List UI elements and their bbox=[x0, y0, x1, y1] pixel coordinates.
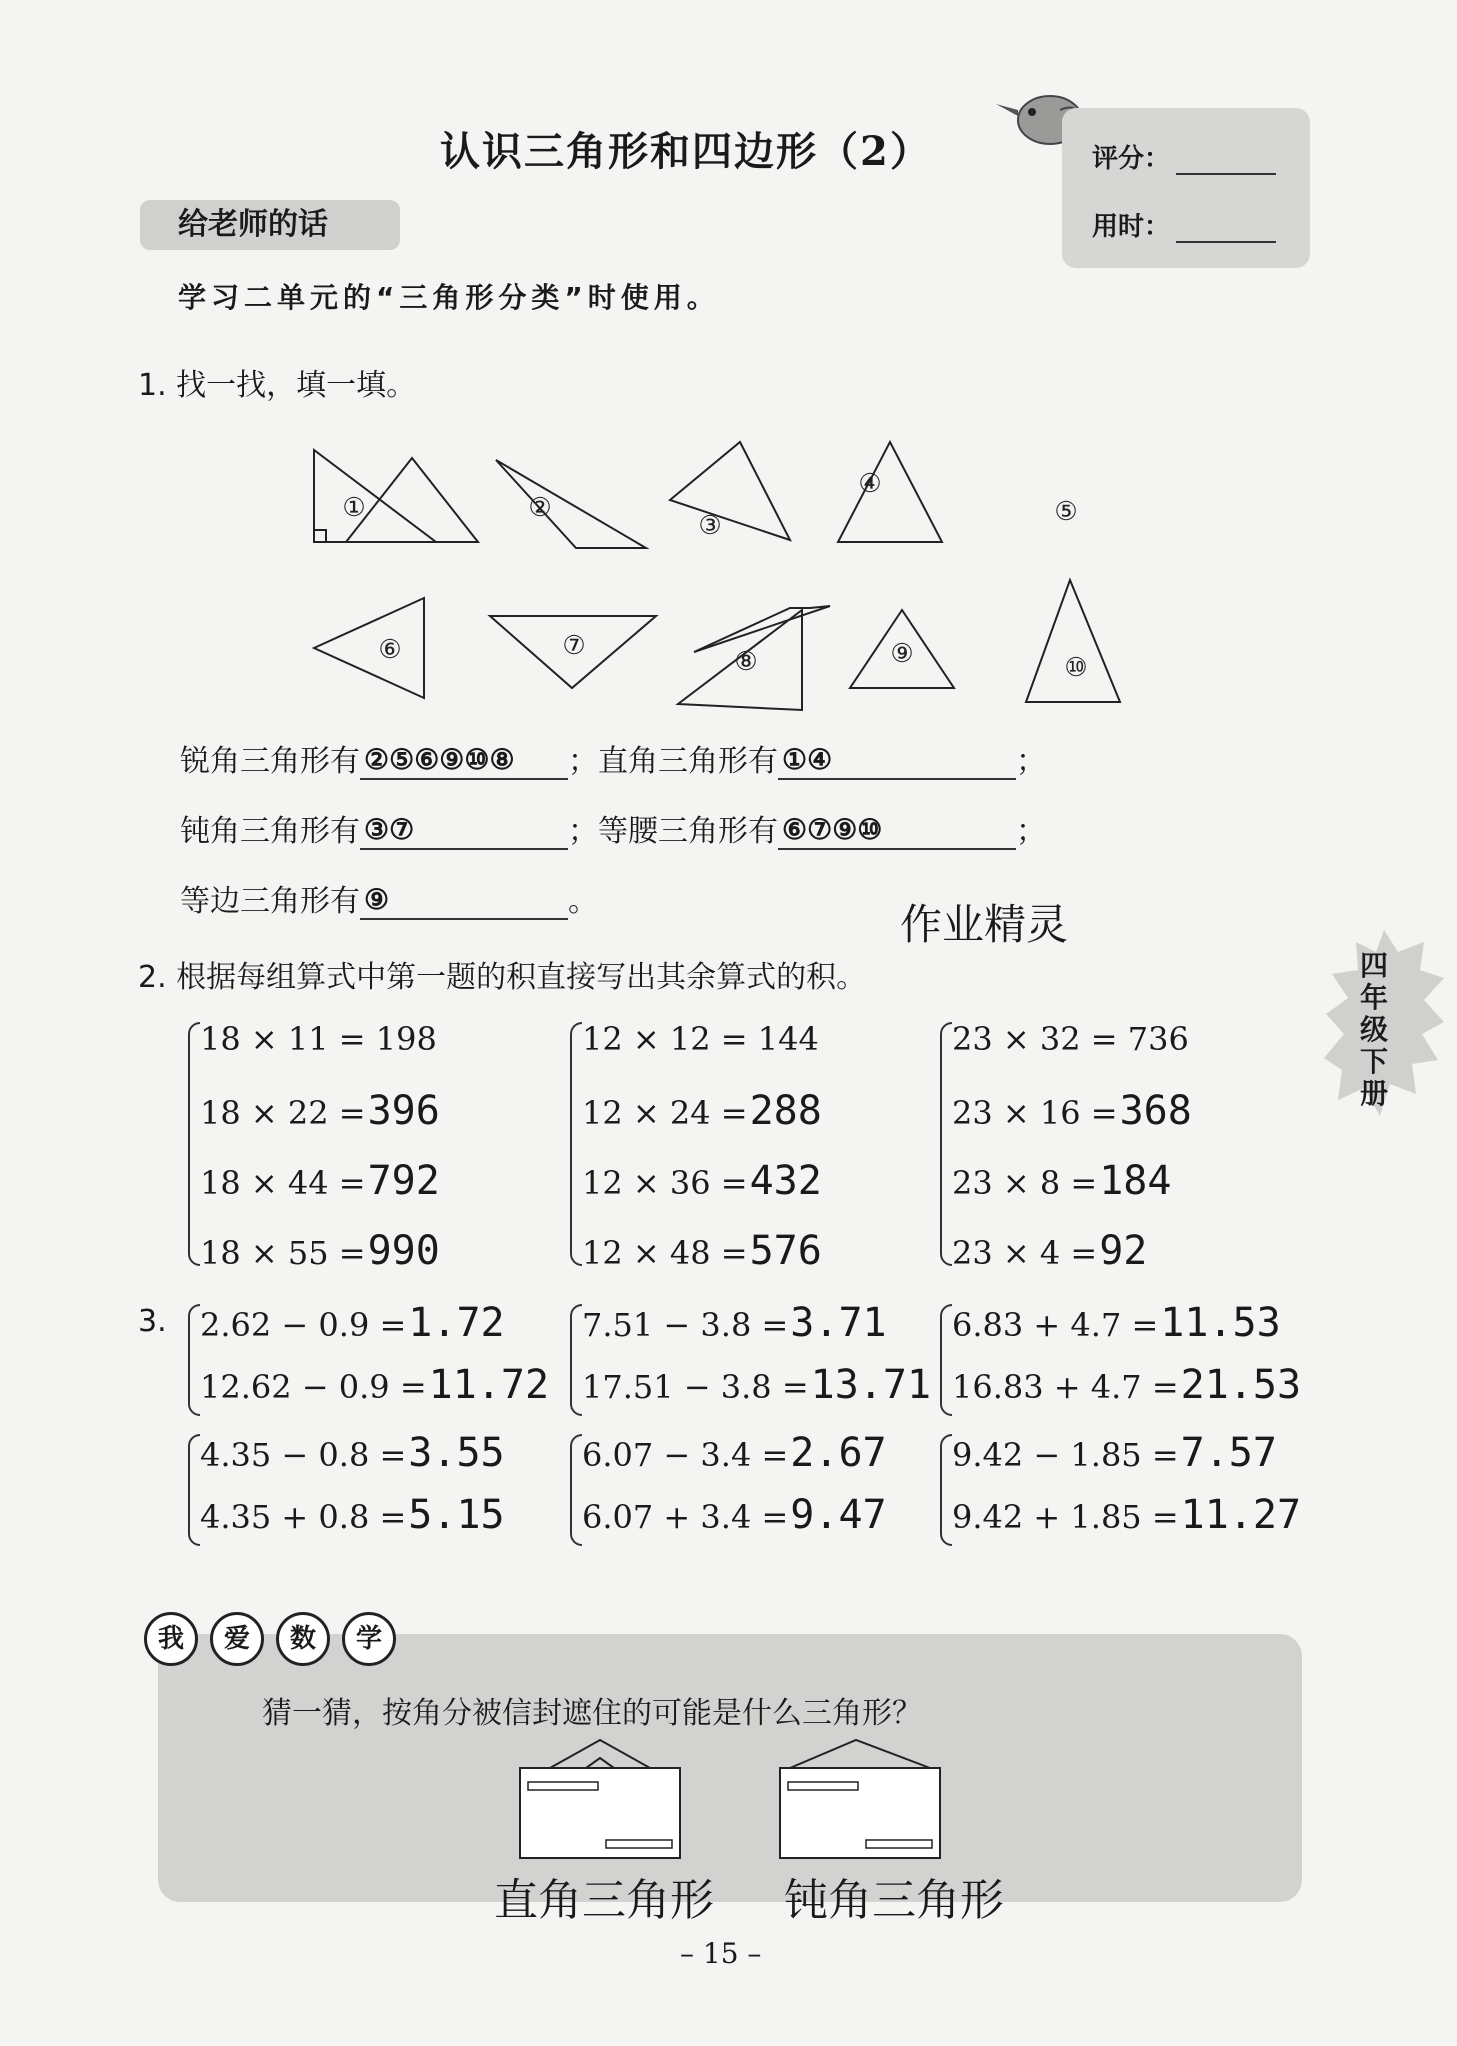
love-math-char: 数 bbox=[276, 1612, 330, 1666]
page-title: 认识三角形和四边形（2） bbox=[440, 128, 932, 175]
side-tab-label: 四年级下册 bbox=[1359, 949, 1388, 1110]
q2-answer[interactable]: 396 bbox=[367, 1088, 440, 1134]
acute-row: 锐角三角形有 ②⑤⑥⑨⑩⑧ ；直角三角形有 ①④ ； bbox=[180, 744, 1046, 779]
q3-eq: 2.62 − 0.9 =1.72 bbox=[200, 1300, 505, 1346]
q2-answer[interactable]: 432 bbox=[749, 1158, 822, 1204]
envelope-right-icon bbox=[770, 1730, 950, 1866]
q2-answer[interactable]: 990 bbox=[367, 1228, 440, 1274]
triangle-2 bbox=[346, 458, 478, 542]
q2-eq: 23 × 16 =368 bbox=[952, 1088, 1192, 1134]
q2-eq: 23 × 32 = 736 bbox=[952, 1020, 1189, 1058]
score-panel bbox=[1062, 108, 1310, 268]
q2-eq: 18 × 55 =990 bbox=[200, 1228, 440, 1274]
tri-label-7: ⑦ bbox=[562, 631, 586, 661]
q3-eq: 4.35 + 0.8 =5.15 bbox=[200, 1492, 505, 1538]
q2-eq: 12 × 48 =576 bbox=[582, 1228, 822, 1274]
teacher-note-text: 学习二单元的“三角形分类”时使用。 bbox=[178, 281, 720, 314]
love-math-char: 学 bbox=[342, 1612, 396, 1666]
triangle-6 bbox=[314, 598, 424, 698]
q3-answer[interactable]: 3.55 bbox=[408, 1430, 505, 1476]
q2-group-1 bbox=[188, 1020, 508, 1274]
triangles-figure bbox=[290, 430, 1150, 720]
acute-answer[interactable]: ②⑤⑥⑨⑩⑧ bbox=[360, 743, 568, 780]
q2-eq: 12 × 36 =432 bbox=[582, 1158, 822, 1204]
tri-label-5: ⑤ bbox=[1054, 497, 1078, 527]
obtuse-answer[interactable]: ③⑦ bbox=[360, 813, 568, 850]
q3-label: 3. bbox=[138, 1304, 167, 1339]
q3-eq: 6.07 − 3.4 =2.67 bbox=[582, 1430, 887, 1476]
q2-eq: 12 × 12 = 144 bbox=[582, 1020, 819, 1058]
tri-label-3: ③ bbox=[698, 511, 722, 541]
obtuse-row: 钝角三角形有 ③⑦ ；等腰三角形有 ⑥⑦⑨⑩ ； bbox=[180, 814, 1046, 849]
q3-answer[interactable]: 1.72 bbox=[408, 1300, 505, 1346]
q2-eq: 18 × 44 =792 bbox=[200, 1158, 440, 1204]
triangle-4 bbox=[670, 442, 790, 540]
q3-answer[interactable]: 7.57 bbox=[1180, 1430, 1277, 1476]
teacher-note-tag: 给老师的话 bbox=[140, 200, 400, 250]
q3-answer[interactable]: 11.53 bbox=[1160, 1300, 1281, 1346]
q3-eq: 9.42 + 1.85 =11.27 bbox=[952, 1492, 1302, 1538]
q3-group bbox=[570, 1300, 932, 1430]
q3-eq: 4.35 − 0.8 =3.55 bbox=[200, 1430, 505, 1476]
love-math-prompt: 猜一猜，按角分被信封遮住的可能是什么三角形？ bbox=[262, 1696, 922, 1731]
q2-answer[interactable]: 792 bbox=[367, 1158, 440, 1204]
q3-group bbox=[188, 1300, 550, 1430]
equilateral-answer[interactable]: ⑨ bbox=[360, 883, 568, 920]
q3-group bbox=[940, 1430, 1302, 1560]
q3-answer[interactable]: 2.67 bbox=[790, 1430, 887, 1476]
handwritten-note: 作业精灵 bbox=[900, 900, 1069, 949]
q3-answer[interactable]: 11.72 bbox=[428, 1362, 550, 1408]
q2-answer[interactable]: 368 bbox=[1119, 1088, 1192, 1134]
tri-label-9: ⑨ bbox=[890, 639, 914, 669]
q2-eq: 23 × 4 =92 bbox=[952, 1228, 1148, 1274]
equilateral-row: 等边三角形有 ⑨ 。 bbox=[180, 884, 598, 919]
q2-answer[interactable]: 576 bbox=[749, 1228, 822, 1274]
q3-eq: 6.07 + 3.4 =9.47 bbox=[582, 1492, 887, 1538]
q2-eq: 18 × 11 = 198 bbox=[200, 1020, 437, 1058]
q2-answer[interactable]: 288 bbox=[749, 1088, 822, 1134]
triangle-3 bbox=[496, 460, 646, 548]
tri-label-2: ② bbox=[528, 493, 552, 523]
q3-answer[interactable]: 3.71 bbox=[790, 1300, 887, 1346]
q3-answer[interactable]: 21.53 bbox=[1180, 1362, 1302, 1408]
love-math-char: 我 bbox=[144, 1612, 198, 1666]
triangle-10 bbox=[1026, 580, 1120, 702]
time-field[interactable]: 用时： bbox=[1092, 206, 1276, 243]
q1-prompt: 1. 找一找，填一填。 bbox=[138, 368, 417, 403]
q3-group bbox=[940, 1300, 1302, 1430]
tri-label-8: ⑧ bbox=[734, 647, 758, 677]
page-number: – 15 – bbox=[680, 1937, 762, 1970]
q2-eq: 18 × 22 =396 bbox=[200, 1088, 440, 1134]
tri-label-6: ⑥ bbox=[378, 635, 402, 665]
triangle-5 bbox=[838, 442, 942, 542]
q2-group-2 bbox=[570, 1020, 890, 1274]
q3-answer[interactable]: 5.15 bbox=[408, 1492, 505, 1538]
isosceles-answer[interactable]: ⑥⑦⑨⑩ bbox=[778, 813, 1016, 850]
q3-eq: 12.62 − 0.9 =11.72 bbox=[200, 1362, 550, 1408]
q2-answer[interactable]: 184 bbox=[1099, 1158, 1172, 1204]
q3-answer[interactable]: 9.47 bbox=[790, 1492, 887, 1538]
score-field[interactable]: 评分： bbox=[1092, 138, 1276, 175]
q2-group-3 bbox=[940, 1020, 1260, 1274]
q3-eq: 6.83 + 4.7 =11.53 bbox=[952, 1300, 1281, 1346]
q2-answer[interactable]: 92 bbox=[1099, 1228, 1148, 1274]
q3-eq: 9.42 − 1.85 =7.57 bbox=[952, 1430, 1277, 1476]
tri-label-10: ⑩ bbox=[1064, 653, 1088, 683]
q2-prompt: 2. 根据每组算式中第一题的积直接写出其余算式的积。 bbox=[138, 960, 867, 995]
envelope-left-icon bbox=[510, 1736, 690, 1866]
love-math-char: 爱 bbox=[210, 1612, 264, 1666]
q3-answer[interactable]: 13.71 bbox=[810, 1362, 932, 1408]
love-math-answer-right: 钝角三角形 bbox=[784, 1875, 1004, 1926]
tri-label-4: ④ bbox=[858, 469, 882, 499]
q3-eq: 16.83 + 4.7 =21.53 bbox=[952, 1362, 1302, 1408]
q3-eq: 17.51 − 3.8 =13.71 bbox=[582, 1362, 932, 1408]
q3-group bbox=[570, 1430, 910, 1560]
love-math-answer-left: 直角三角形 bbox=[494, 1875, 714, 1926]
tri-label-1: ① bbox=[342, 493, 366, 523]
triangle-8 bbox=[694, 606, 830, 652]
right-answer[interactable]: ①④ bbox=[778, 743, 1016, 780]
love-math-panel bbox=[158, 1634, 1302, 1902]
q3-answer[interactable]: 11.27 bbox=[1180, 1492, 1302, 1538]
q2-eq: 12 × 24 =288 bbox=[582, 1088, 822, 1134]
q3-group bbox=[188, 1430, 528, 1560]
q2-eq: 23 × 8 =184 bbox=[952, 1158, 1172, 1204]
q3-eq: 7.51 − 3.8 =3.71 bbox=[582, 1300, 887, 1346]
love-math-badges bbox=[144, 1612, 396, 1666]
